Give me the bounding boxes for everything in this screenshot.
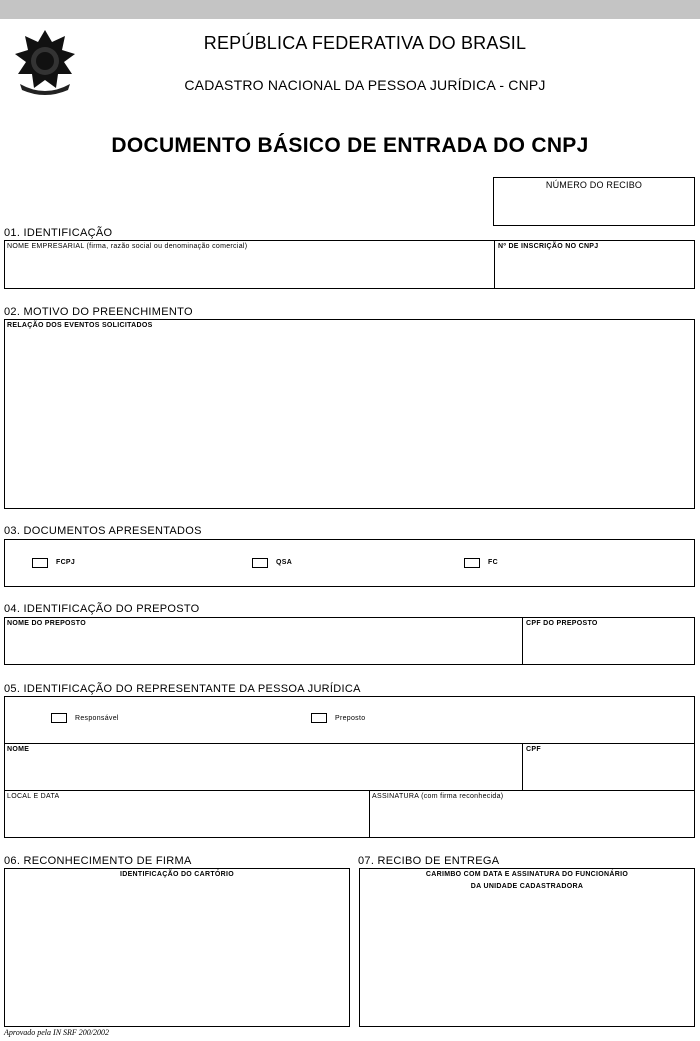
- footer-approval: Aprovado pela IN SRF 200/2002: [4, 1028, 110, 1037]
- nome-preposto-field[interactable]: [4, 617, 523, 665]
- checkbox-fc[interactable]: [464, 558, 480, 568]
- nome-empresarial-field[interactable]: [4, 240, 495, 289]
- section-05-title: 05. IDENTIFICAÇÃO DO REPRESENTANTE DA PESSOA JURÍDICA: [4, 683, 361, 695]
- cpf-preposto-field[interactable]: [522, 617, 695, 665]
- checkbox-fcpj[interactable]: [32, 558, 48, 568]
- recibo-label: NÚMERO DO RECIBO: [545, 180, 643, 190]
- checkbox-responsavel-label: Responsável: [75, 715, 119, 722]
- checkbox-qsa[interactable]: [252, 558, 268, 568]
- assinatura-label: ASSINATURA (com firma reconhecida): [372, 793, 504, 800]
- checkbox-responsavel[interactable]: [51, 713, 67, 723]
- checkbox-fcpj-label: FCPJ: [56, 559, 76, 566]
- header-line2: CADASTRO NACIONAL DA PESSOA JURÍDICA - CNPJ: [184, 77, 546, 93]
- representante-options-box: [4, 696, 695, 744]
- section-01-title: 01. IDENTIFICAÇÃO: [4, 227, 113, 239]
- eventos-field[interactable]: [4, 319, 695, 509]
- inscricao-cnpj-label: Nº DE INSCRIÇÃO NO CNPJ: [498, 243, 599, 250]
- section-03-title: 03. DOCUMENTOS APRESENTADOS: [4, 525, 202, 537]
- cpf-preposto-label: CPF DO PREPOSTO: [526, 620, 598, 627]
- cpf-representante-label: CPF: [526, 746, 541, 753]
- eventos-label: RELAÇÃO DOS EVENTOS SOLICITADOS: [7, 322, 153, 329]
- section-04-title: 04. IDENTIFICAÇÃO DO PREPOSTO: [4, 603, 200, 615]
- section-06-title: 06. RECONHECIMENTO DE FIRMA: [4, 855, 192, 867]
- nome-empresarial-label: NOME EMPRESARIAL (firma, razão social ou denominação comercial): [7, 243, 248, 250]
- section-07-title: 07. RECIBO DE ENTREGA: [358, 855, 500, 867]
- local-data-label: LOCAL E DATA: [7, 793, 60, 800]
- checkbox-fc-label: FC: [488, 559, 498, 566]
- recibo-box[interactable]: [493, 177, 695, 226]
- checkbox-preposto-label: Preposto: [335, 715, 366, 722]
- checkbox-qsa-label: QSA: [276, 559, 293, 566]
- nome-representante-field[interactable]: [4, 743, 523, 791]
- carimbo-label-line1: CARIMBO COM DATA E ASSINATURA DO FUNCIONÁRIO: [425, 871, 629, 878]
- checkbox-preposto[interactable]: [311, 713, 327, 723]
- section-02-title: 02. MOTIVO DO PREENCHIMENTO: [4, 306, 193, 318]
- recibo-entrega-field[interactable]: [359, 868, 695, 1027]
- cpf-representante-field[interactable]: [522, 743, 695, 791]
- document-title: DOCUMENTO BÁSICO DE ENTRADA DO CNPJ: [111, 134, 589, 157]
- top-bar: [0, 0, 700, 19]
- documentos-box: [4, 539, 695, 587]
- header-line1: REPÚBLICA FEDERATIVA DO BRASIL: [203, 33, 527, 53]
- cartorio-field[interactable]: [4, 868, 350, 1027]
- assinatura-field[interactable]: [369, 790, 695, 838]
- inscricao-cnpj-field[interactable]: [494, 240, 695, 289]
- carimbo-label-line2: DA UNIDADE CADASTRADORA: [470, 883, 584, 890]
- local-data-field[interactable]: [4, 790, 370, 838]
- nome-preposto-label: NOME DO PREPOSTO: [7, 620, 86, 627]
- cartorio-label: IDENTIFICAÇÃO DO CARTÓRIO: [119, 871, 235, 878]
- nome-representante-label: NOME: [7, 746, 30, 753]
